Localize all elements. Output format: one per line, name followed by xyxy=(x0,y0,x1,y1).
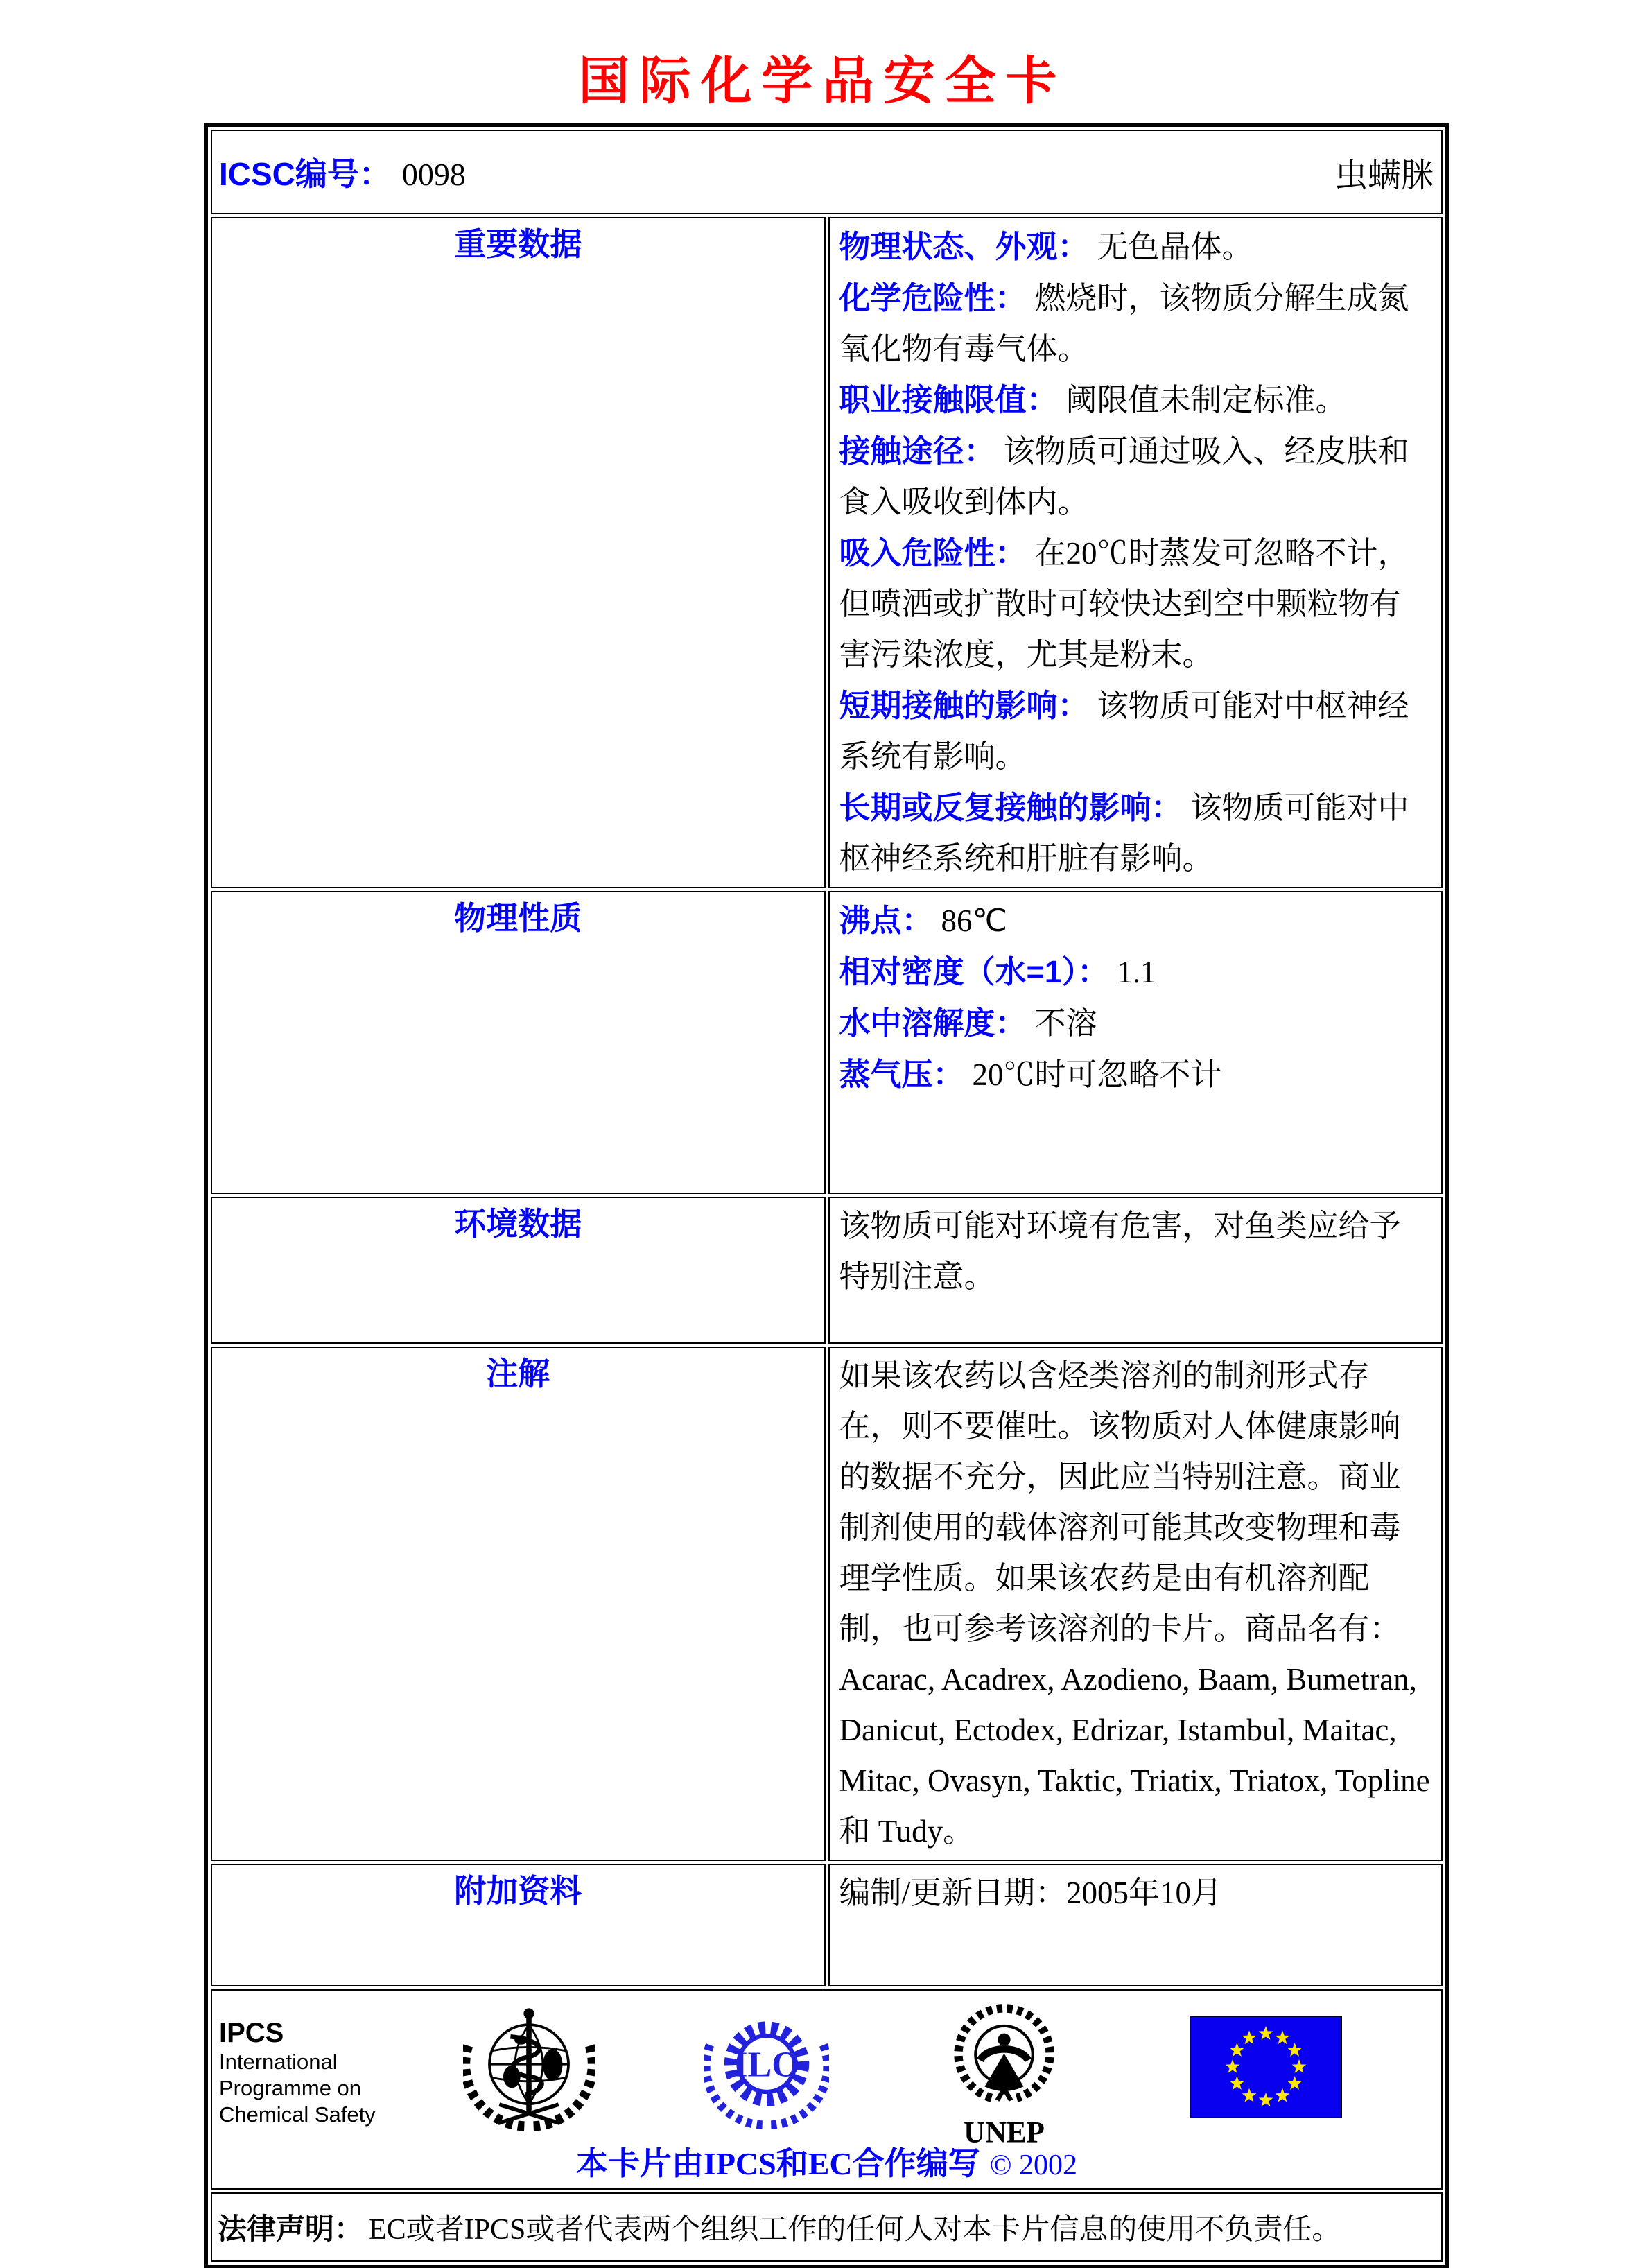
data-line xyxy=(839,272,1432,374)
data-line xyxy=(839,528,1432,680)
field-value: 2005年10月 xyxy=(1066,1876,1223,1910)
field-value: 86℃ xyxy=(941,903,1008,938)
ipcs-acronym: IPCS xyxy=(219,2018,284,2048)
data-line xyxy=(839,998,1432,1049)
ilo-icon xyxy=(704,2005,829,2133)
row-additional-info xyxy=(211,1864,1443,1986)
field-label: 沸点： xyxy=(839,903,933,938)
page-title: 国际化学品安全卡 xyxy=(578,53,1067,110)
field-value: 阈限值未制定标准。 xyxy=(1065,383,1347,417)
notes-text: 如果该农药以含烃类溶剂的制剂形式存在，则不要催吐。该物质对人体健康影响的数据不充分，因此应当特别注意。商业制剂使用的载体溶剂可能其改变物理和毒理学性质。如果该农药是由有机溶剂配制，也可参考该溶剂的卡片。商品名有：Acarac, Acadrex, Azodieno, Baam, Bumetran, Danicut, Ectodex, Edrizar, Istambul, Maitac, Mitac, Ovasyn, Taktic, Triatix, Triatox, Topline 和 Tudy。 xyxy=(839,1358,1430,1849)
section-label-notes: 注解 xyxy=(211,1347,826,1861)
row-logos xyxy=(211,1989,1443,2190)
field-value: 20℃时可忽略不计 xyxy=(972,1057,1222,1092)
section-label-important-data: 重要数据 xyxy=(211,217,826,888)
section-label-additional-info: 附加资料 xyxy=(211,1864,826,1986)
field-value: 燃烧时，该物质分解生成氮氧化物有毒气体。 xyxy=(839,281,1409,366)
ipcs-name-line: International xyxy=(219,2050,338,2074)
legal-label: 法律声明： xyxy=(218,2213,364,2245)
field-value: 不溶 xyxy=(1034,1006,1097,1041)
field-label: 物理状态、外观： xyxy=(839,229,1089,264)
icsc-number-group xyxy=(219,149,466,195)
ipcs-name-line: Chemical Safety xyxy=(219,2102,376,2127)
header-cell xyxy=(211,130,1443,214)
icsc-number-label: ICSC编号： xyxy=(219,156,391,192)
section-label-environmental-data: 环境数据 xyxy=(211,1197,826,1344)
field-value: 该物质可能对中枢神经系统有影响。 xyxy=(839,689,1409,774)
section-content-additional-info xyxy=(828,1864,1443,1986)
unep-letters: UNEP xyxy=(964,2116,1045,2149)
section-content-physical-properties xyxy=(828,891,1443,1194)
row-legal xyxy=(211,2192,1443,2262)
section-content-notes xyxy=(828,1347,1443,1861)
field-label: 蒸气压： xyxy=(839,1057,964,1092)
data-line xyxy=(839,1868,1432,1919)
row-environmental-data xyxy=(211,1197,1443,1344)
row-important-data xyxy=(211,217,1443,888)
field-label: 接触途径： xyxy=(839,433,995,469)
ilo-letters: ILO xyxy=(733,2044,800,2085)
copyright-year: © 2002 xyxy=(989,2149,1078,2181)
ipcs-name-line: Programme on xyxy=(219,2076,362,2100)
row-notes xyxy=(211,1347,1443,1861)
logos-cell xyxy=(211,1989,1443,2190)
icsc-number-value: 0098 xyxy=(401,157,466,192)
field-label: 吸入危险性： xyxy=(839,535,1027,571)
legal-cell xyxy=(211,2192,1443,2262)
unep-icon xyxy=(947,2002,1061,2154)
field-value: 该物质可通过吸入、经皮肤和食入吸收到体内。 xyxy=(839,434,1409,519)
field-value: 1.1 xyxy=(1117,955,1156,989)
safety-card-table xyxy=(204,123,1449,2268)
data-line xyxy=(839,374,1432,426)
field-label: 长期或反复接触的影响： xyxy=(839,790,1183,825)
legal-text: EC或者IPCS或者代表两个组织工作的任何人对本卡片信息的使用不负责任。 xyxy=(369,2214,1341,2246)
header-row xyxy=(211,130,1443,214)
field-label: 水中溶解度： xyxy=(839,1005,1027,1041)
section-content-important-data xyxy=(828,217,1443,888)
data-line xyxy=(839,426,1432,528)
field-value: 在20℃时蒸发可忽略不计，但喷洒或扩散时可较快达到空中颗粒物有害污染浓度，尤其是粉末。 xyxy=(839,536,1409,672)
environment-text: 该物质可能对环境有危害，对鱼类应给予特别注意。 xyxy=(839,1209,1401,1294)
data-line xyxy=(839,782,1432,884)
ipcs-text-block xyxy=(219,2017,376,2128)
who-icon xyxy=(463,2000,595,2136)
field-label: 相对密度（水=1）： xyxy=(839,954,1109,989)
field-label: 职业接触限值： xyxy=(839,382,1058,417)
data-line xyxy=(839,221,1432,272)
row-physical-properties xyxy=(211,891,1443,1194)
section-content-environmental-data xyxy=(828,1197,1443,1344)
eu-flag-icon xyxy=(1190,2016,1342,2122)
data-line xyxy=(839,680,1432,782)
field-label: 编制/更新日期： xyxy=(839,1876,1067,1910)
copyright-line xyxy=(212,2138,1441,2184)
field-label: 短期接触的影响： xyxy=(839,688,1089,723)
chemical-name: 虫螨脒 xyxy=(1334,157,1434,194)
field-label: 化学危险性： xyxy=(839,280,1027,315)
section-label-physical-properties: 物理性质 xyxy=(211,891,826,1194)
field-value: 该物质可能对中枢神经系统和肝脏有影响。 xyxy=(839,790,1409,876)
data-line xyxy=(839,946,1432,998)
copyright-text: 本卡片由IPCS和EC合作编写 xyxy=(575,2146,980,2181)
data-line xyxy=(839,895,1432,946)
field-value: 无色晶体。 xyxy=(1097,230,1253,264)
data-line xyxy=(839,1049,1432,1100)
